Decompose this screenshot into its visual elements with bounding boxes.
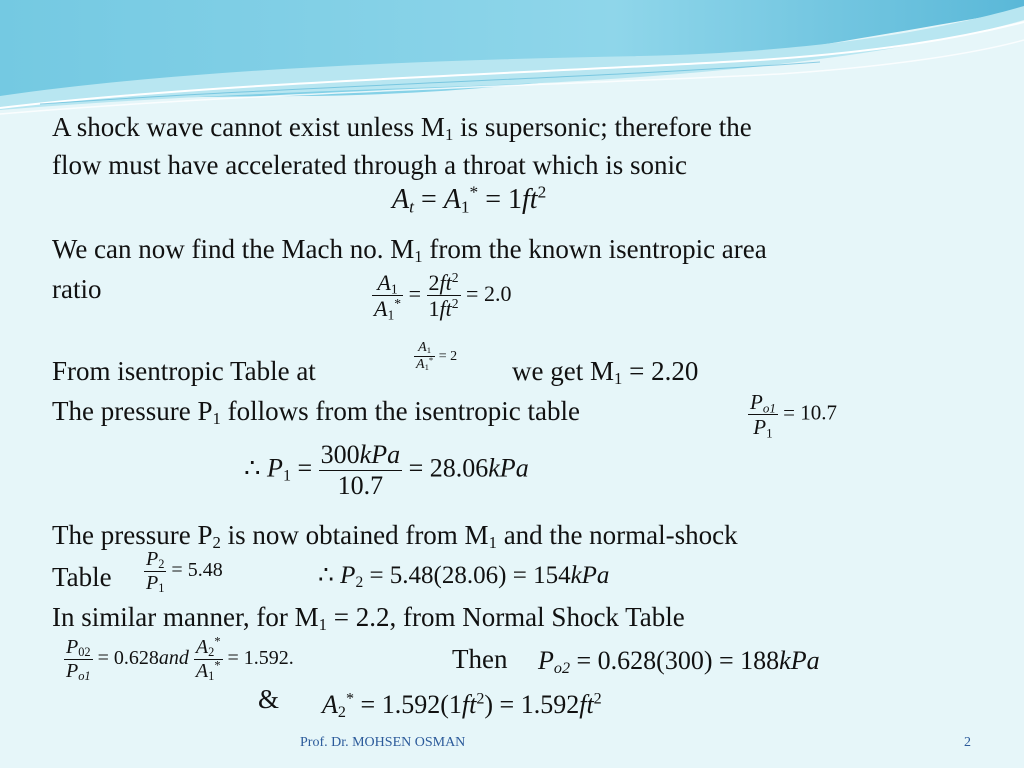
paragraph-1-line-2: flow must have accelerated through a throat which is sonic [52, 150, 688, 180]
paragraph-1-line-1: A shock wave cannot exist unless $M_1$ is supersonic; therefore the [52, 112, 752, 145]
paragraph-5-text: The pressure $P_2$ is now obtained from $M_1$ and the normal-shock [52, 520, 738, 553]
paragraph-2-line-1: We can now find the Mach no. $M_1$ from the known isentropic area [52, 234, 767, 267]
paragraph-2-line-2: ratio [52, 274, 102, 304]
equation-p2: ∴ $P_2 = 5.48(28.06) = 154kPa$ [318, 562, 610, 591]
equation-area-ratio-small: $\frac{A_1}{A_1^*}$ = 2 [416, 340, 458, 373]
equation-stagnation-ratio: $\frac{P_{o1}}{P_1}$ = 10.7 [750, 390, 837, 441]
slide-number: 2 [964, 735, 971, 750]
paragraph-6-text: Table [52, 562, 112, 592]
equation-p1: ∴ $P_1$ = $\frac{\text{300kPa}}{10.7}$ = 28.06kPa [244, 440, 529, 500]
equation-normal-shock-ratios: $\frac{P_{02}}{P_{o1}}$ = 0.628and $\frac{A_2^*}{A_1^*}$ = 1.592. [66, 634, 294, 684]
then-text: Then [452, 644, 508, 674]
equation-po2: $P_{o2} = 0.628(300) = 188kPa$ [538, 646, 820, 678]
equation-pressure-ratio-shock: $\frac{P_2}{P_1}$ = 5.48 [146, 548, 223, 596]
ampersand-text: & [258, 684, 280, 714]
paragraph-3-result: we get $M_1 = 2.20$ [512, 356, 699, 389]
paragraph-3-text: From isentropic Table at [52, 356, 316, 386]
equation-throat-area: $A_t = A_1^* = 1ft^2$ [392, 182, 547, 217]
paragraph-4-text: The pressure $P_1$ follows from the isentropic table [52, 396, 581, 429]
paragraph-7-text: In similar manner, for $M_1 = 2.2$, from Normal Shock Table [52, 602, 685, 635]
equation-a2-star: $A_2^* = 1.592(1ft^2) = 1.592ft^2$ [322, 690, 602, 722]
footer-author: Prof. Dr. MOHSEN OSMAN [300, 735, 466, 750]
equation-area-ratio: $\frac{A_1}{A_1^*}$ = $\frac{2ft^2}{1ft^2}$ = 2.0 [374, 269, 512, 323]
